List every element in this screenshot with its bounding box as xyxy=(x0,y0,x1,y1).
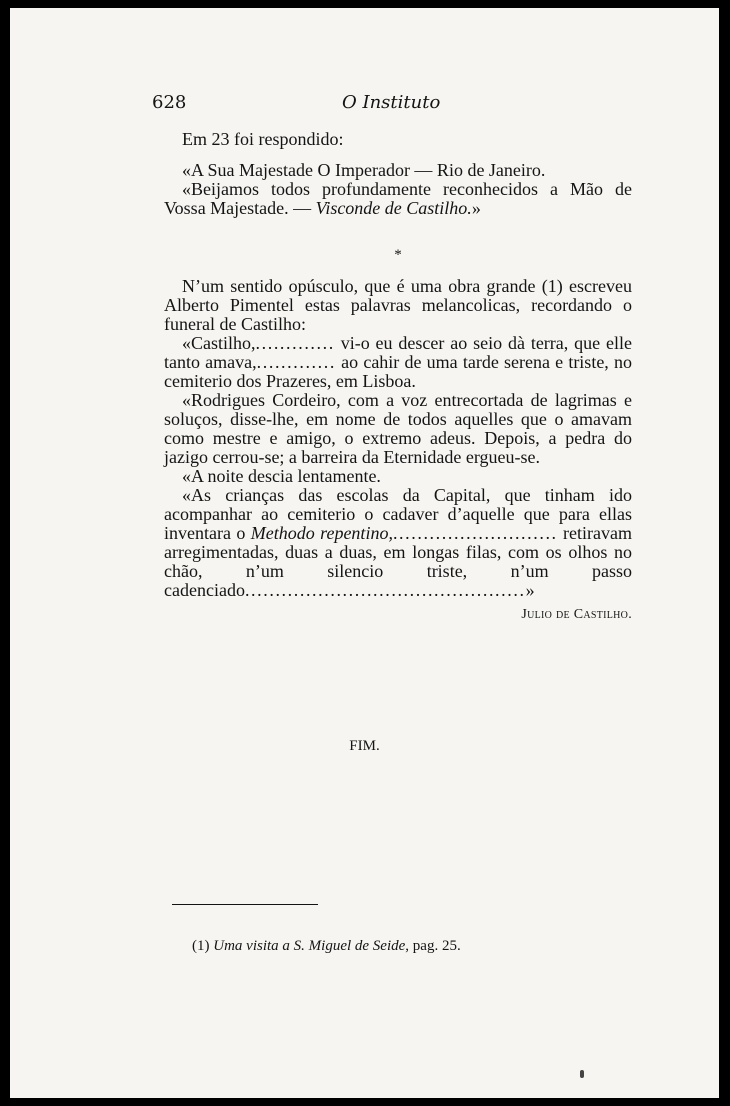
telegram-message: «Beijamos todos profundamente reconhecidos a Mão de Vossa Majestade. — Visconde de Castilho.» xyxy=(164,179,632,218)
footnote-title: Uma visita a S. Miguel de Seide xyxy=(213,938,406,954)
footnote-rule xyxy=(172,904,318,905)
quote-paragraph: «A noite descia lentamente. xyxy=(182,466,381,486)
ink-speck xyxy=(580,1070,584,1078)
footnote xyxy=(192,938,461,955)
section-separator: * xyxy=(394,247,402,263)
quote-paragraph: «Rodrigues Cordeiro, com a voz entrecortada de lagrimas e soluços, disse-lhe, em nome de todos aquelles que o amavam como mestre e amigo, o extremo adeus. Depois, a pedra do jazigo cerrou-se; a barreira da Eternidade ergueu-se. xyxy=(164,390,632,467)
telegram-address: «A Sua Majestade O Imperador — Rio de Janeiro. xyxy=(182,160,546,180)
telegram-signature: Visconde de Castilho. xyxy=(315,198,472,218)
author-signature: Julio de Castilho. xyxy=(521,607,632,622)
paragraph: N’um sentido opúsculo, que é uma obra grande (1) escreveu Alberto Pimentel estas palavras melancolicas, recordando o funeral de Castilho: xyxy=(164,276,632,334)
book-title: Methodo repentino, xyxy=(250,523,393,543)
quote-paragraph: «As crianças das escolas da Capital, que tinham ido acompanhar ao cemiterio o cadaver d’aquelle que para ellas inventara o Methodo repentino,........................... retiravam arregimentadas, duas a duas, em longas filas, com os olhos no chão, n’um silencio triste, n’um passo cadenciado..............................................» xyxy=(164,485,633,600)
document-page xyxy=(10,8,719,1098)
running-title: O Instituto xyxy=(342,92,441,113)
footnote-marker: (1) xyxy=(192,938,210,954)
page-number: 628 xyxy=(152,92,187,113)
page-header xyxy=(152,92,630,116)
quote-paragraph: «Castilho,............. vi-o eu descer ao seio dà terra, que elle tanto amava,............. ao cahir de uma tarde serena e triste, no cemiterio dos Prazeres, em Lisboa. xyxy=(164,333,632,391)
end-mark: FIM. xyxy=(349,738,380,754)
paragraph: Em 23 foi respondido: xyxy=(182,129,344,149)
footnote-page-ref: , pag. 25. xyxy=(405,938,461,954)
body-text xyxy=(164,130,632,624)
